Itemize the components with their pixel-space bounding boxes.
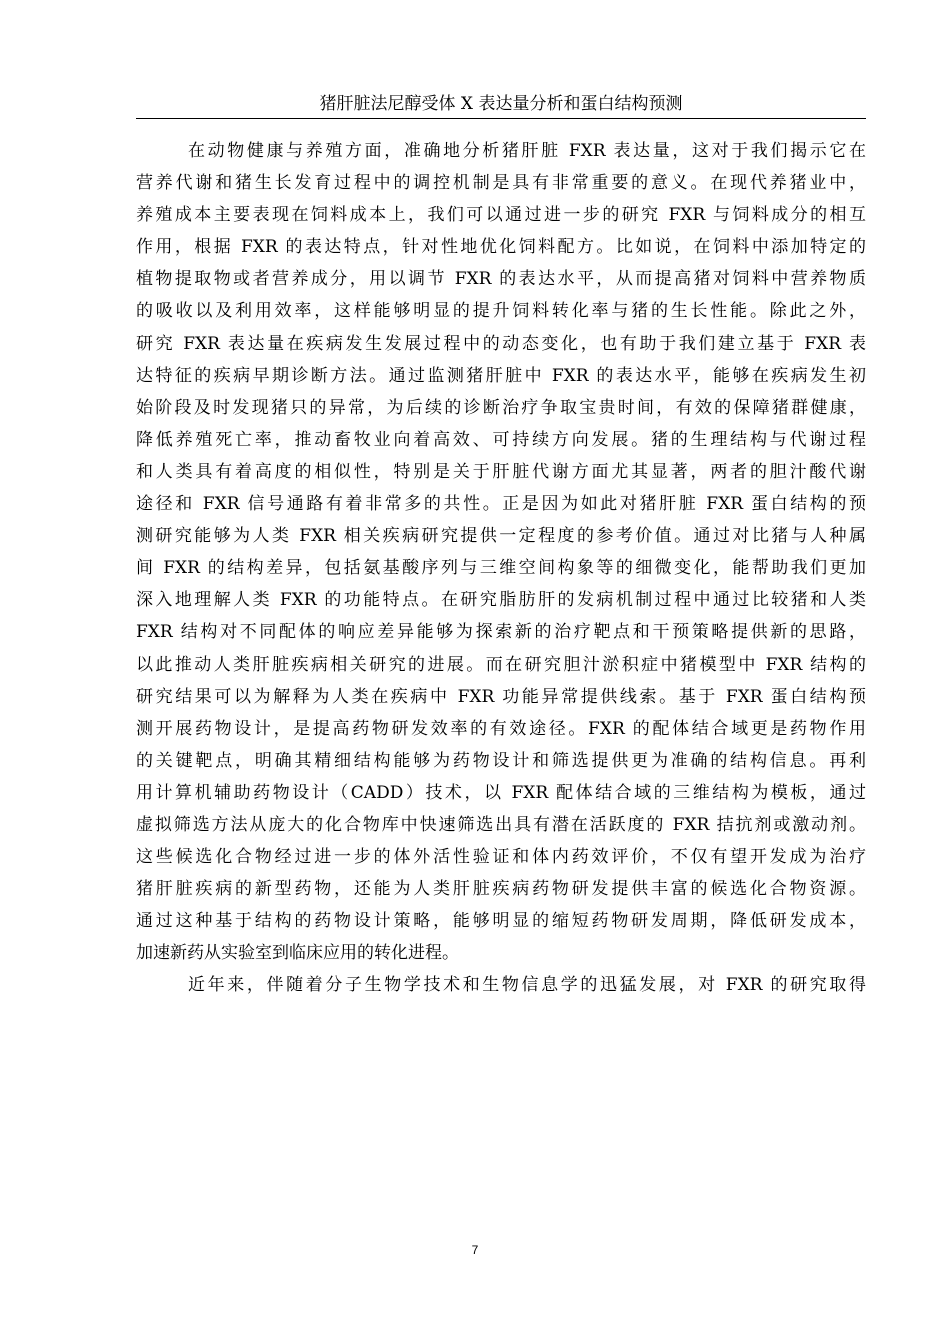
text-line: 虚拟筛选方法从庞大的化合物库中快速筛选出具有潜在活跃度的 FXR 拮抗剂或激动剂。 — [136, 814, 866, 835]
text-line: 研究结果可以为解释为人类在疾病中 FXR 功能异常提供线索。基于 FXR 蛋白结构预 — [136, 686, 866, 707]
text-line: 研究 FXR 表达量在疾病发生发展过程中的动态变化，也有助于我们建立基于 FXR 表 — [136, 333, 866, 354]
paragraph-2 — [136, 969, 866, 1001]
text-line: 通过这种基于结构的药物设计策略，能够明显的缩短药物研发周期，降低研发成本， — [136, 911, 866, 932]
text-line: 途径和 FXR 信号通路有着非常多的共性。正是因为如此对猪肝脏 FXR 蛋白结构的预 — [136, 494, 866, 515]
text-line: 达特征的疾病早期诊断方法。通过监测猪肝脏中 FXR 的表达水平，能够在疾病发生初 — [136, 365, 866, 386]
text-line: 深入地理解人类 FXR 的功能特点。在研究脂肪肝的发病机制过程中通过比较猪和人类 — [136, 590, 866, 611]
running-header: 猪肝脏法尼醇受体 X 表达量分析和蛋白结构预测 — [319, 94, 683, 114]
text-line: 近年来，伴随着分子生物学技术和生物信息学的迅猛发展，对 FXR 的研究取得 — [188, 975, 866, 996]
text-line: 加速新药从实验室到临床应用的转化进程。 — [136, 943, 459, 964]
text-line: 作用，根据 FXR 的表达特点，针对性地优化饲料配方。比如说，在饲料中添加特定的 — [136, 237, 866, 258]
text-line: 以此推动人类肝脏疾病相关研究的进展。而在研究胆汁淤积症中猪模型中 FXR 结构的 — [136, 654, 866, 675]
text-line: 养殖成本主要表现在饲料成本上，我们可以通过进一步的研究 FXR 与饲料成分的相互 — [136, 205, 866, 226]
text-line: 间 FXR 的结构差异，包括氨基酸序列与三维空间构象等的细微变化，能帮助我们更加 — [136, 558, 866, 579]
header-rule — [136, 118, 866, 119]
text-line: 测开展药物设计，是提高药物研发效率的有效途径。FXR 的配体结合域更是药物作用 — [136, 718, 866, 739]
text-line: 测研究能够为人类 FXR 相关疾病研究提供一定程度的参考价值。通过对比猪与人种属 — [136, 526, 866, 547]
text-line: 这些候选化合物经过进一步的体外活性验证和体内药效评价，不仅有望开发成为治疗 — [136, 847, 866, 868]
page-number: 7 — [471, 1243, 479, 1257]
text-line: 营养代谢和猪生长发育过程中的调控机制是具有非常重要的意义。在现代养猪业中， — [136, 173, 866, 194]
text-line: 始阶段及时发现猪只的异常，为后续的诊断治疗争取宝贵时间，有效的保障猪群健康， — [136, 397, 866, 418]
text-line: 用计算机辅助药物设计（CADD）技术，以 FXR 配体结合域的三维结构为模板，通过 — [136, 782, 866, 803]
body-text — [136, 135, 866, 1002]
text-line: 植物提取物或者营养成分，用以调节 FXR 的表达水平，从而提高猪对饲料中营养物质 — [136, 269, 866, 290]
text-line: 的吸收以及利用效率，这样能够明显的提升饲料转化率与猪的生长性能。除此之外， — [136, 301, 866, 322]
text-line: 降低养殖死亡率，推动畜牧业向着高效、可持续方向发展。猪的生理结构与代谢过程 — [136, 429, 866, 450]
text-line: FXR 结构对不同配体的响应差异能够为探索新的治疗靶点和干预策略提供新的思路， — [136, 622, 866, 643]
paragraph-1 — [136, 135, 866, 969]
text-line: 的关键靶点，明确其精细结构能够为药物设计和筛选提供更为准确的结构信息。再利 — [136, 750, 866, 771]
text-line: 和人类具有着高度的相似性，特别是关于肝脏代谢方面尤其显著，两者的胆汁酸代谢 — [136, 461, 866, 482]
text-line: 在动物健康与养殖方面，准确地分析猪肝脏 FXR 表达量，这对于我们揭示它在 — [188, 141, 866, 161]
text-line: 猪肝脏疾病的新型药物，还能为人类肝脏疾病药物研发提供丰富的候选化合物资源。 — [136, 879, 866, 900]
